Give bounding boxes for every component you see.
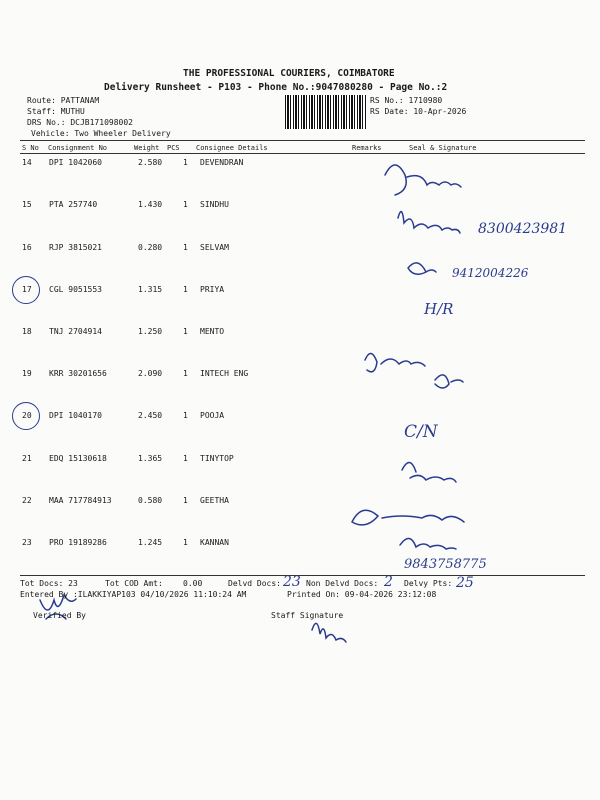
- entered-by: Entered By :ILAKKIYAP103 04/10/2026 11:10:24 AM: [20, 590, 247, 599]
- rs-date: RS Date: 10-Apr-2026: [370, 107, 467, 116]
- col-seal-signature: Seal & Signature: [409, 144, 477, 152]
- row-consignment: EDQ 15130618: [49, 454, 107, 463]
- row-consignee: POOJA: [200, 411, 225, 420]
- total-docs: Tot Docs: 23: [20, 579, 78, 588]
- row-pcs: 1: [183, 411, 188, 420]
- staff-signature-label: Staff Signature: [271, 611, 344, 620]
- row-consignee: GEETHA: [200, 496, 229, 505]
- drs-number: DRS No.: DCJB171098002: [27, 118, 133, 127]
- row-sno: 18: [22, 327, 32, 336]
- printed-on: Printed On: 09-04-2026 23:12:08: [287, 590, 437, 599]
- row-consignment: RJP 3815021: [49, 243, 102, 252]
- row-consignment: PRO 19189286: [49, 538, 107, 547]
- route-label: Route: PATTANAM: [27, 96, 100, 105]
- signature-row-21: [402, 462, 456, 482]
- row-consignee: INTECH ENG: [200, 369, 249, 378]
- row-consignment: TNJ 2704914: [49, 327, 102, 336]
- row-pcs: 1: [183, 496, 188, 505]
- row-sno: 20: [22, 411, 32, 420]
- row-pcs: 1: [183, 327, 188, 336]
- handwritten-phone-row-15: 8300423981: [478, 221, 568, 237]
- row-consignment: MAA 717784913: [49, 496, 112, 505]
- row-sno: 16: [22, 243, 32, 252]
- row-pcs: 1: [183, 158, 188, 167]
- row-weight: 1.250: [138, 327, 163, 336]
- col-sno: S No: [22, 144, 39, 152]
- row-pcs: 1: [183, 200, 188, 209]
- handwritten-mark-row-17: H/R: [424, 300, 454, 318]
- row-weight: 1.365: [138, 454, 163, 463]
- row-consignee: KANNAN: [200, 538, 229, 547]
- delivered-docs-label: Delvd Docs:: [228, 579, 281, 588]
- row-sno: 17: [22, 285, 32, 294]
- row-consignment: PTA 257740: [49, 200, 98, 209]
- company-title: THE PROFESSIONAL COURIERS, COIMBATORE: [183, 68, 395, 79]
- row-consignee: TINYTOP: [200, 454, 234, 463]
- row-sno: 22: [22, 496, 32, 505]
- col-remarks: Remarks: [352, 144, 382, 152]
- handwritten-phone-row-16: 9412004226: [452, 266, 529, 280]
- runsheet-title: Delivery Runsheet - P103 - Phone No.:9047080280 - Page No.:2: [104, 82, 448, 93]
- row-sno: 21: [22, 454, 32, 463]
- row-consignee: MENTO: [200, 327, 225, 336]
- signature-row-23: [400, 538, 456, 549]
- non-delivered-docs-label: Non Delvd Docs:: [306, 579, 379, 588]
- signature-row-19b: [435, 375, 463, 388]
- rs-number: RS No.: 1710980: [370, 96, 443, 105]
- row-weight: 1.430: [138, 200, 163, 209]
- vehicle-label: Vehicle: Two Wheeler Delivery: [31, 129, 171, 138]
- non-delivered-docs-count: 2: [384, 574, 393, 590]
- row-weight: 2.090: [138, 369, 163, 378]
- row-consignee: SELVAM: [200, 243, 229, 252]
- row-sno: 15: [22, 200, 32, 209]
- row-pcs: 1: [183, 285, 188, 294]
- row-weight: 0.280: [138, 243, 163, 252]
- delivered-docs-count: 23: [283, 574, 301, 590]
- row-consignee: DEVENDRAN: [200, 158, 244, 167]
- col-weight: Weight: [134, 144, 160, 152]
- row-sno: 19: [22, 369, 32, 378]
- delivery-points-value: 25: [456, 575, 474, 591]
- row-sno: 23: [22, 538, 32, 547]
- row-consignee: SINDHU: [200, 200, 229, 209]
- row-consignment: KRR 30201656: [49, 369, 107, 378]
- row-sno: 14: [22, 158, 32, 167]
- table-bottom-rule: [20, 575, 585, 576]
- delivery-points-label: Delvy Pts:: [404, 579, 453, 588]
- handwritten-phone-row-23: 9843758775: [404, 557, 487, 572]
- row-pcs: 1: [183, 243, 188, 252]
- row-pcs: 1: [183, 369, 188, 378]
- col-consignee: Consignee Details: [196, 144, 268, 152]
- signature-row-19: [365, 353, 425, 371]
- row-weight: 0.580: [138, 496, 163, 505]
- staff-label: Staff: MUTHU: [27, 107, 85, 116]
- row-consignment: DPI 1042060: [49, 158, 102, 167]
- row-consignment: DPI 1040170: [49, 411, 102, 420]
- total-cod-label: Tot COD Amt:: [105, 579, 163, 588]
- row-consignment: CGL 9051553: [49, 285, 102, 294]
- total-cod-value: 0.00: [183, 579, 203, 588]
- col-pcs: PCS: [167, 144, 180, 152]
- col-consignment: Consignment No: [48, 144, 108, 152]
- signature-row-22: [352, 510, 464, 525]
- row-weight: 2.450: [138, 411, 163, 420]
- row-weight: 2.580: [138, 158, 163, 167]
- row-pcs: 1: [183, 454, 188, 463]
- handwritten-mark-row-20: C/N: [404, 422, 438, 442]
- row-consignee: PRIYA: [200, 285, 225, 294]
- signature-row-14: [385, 165, 461, 195]
- signature-row-15: [398, 212, 460, 233]
- verified-by-label: Verified By: [33, 611, 86, 620]
- row-pcs: 1: [183, 538, 188, 547]
- row-weight: 1.245: [138, 538, 163, 547]
- row-weight: 1.315: [138, 285, 163, 294]
- signature-row-16: [408, 263, 436, 274]
- signature-staff: [312, 623, 346, 642]
